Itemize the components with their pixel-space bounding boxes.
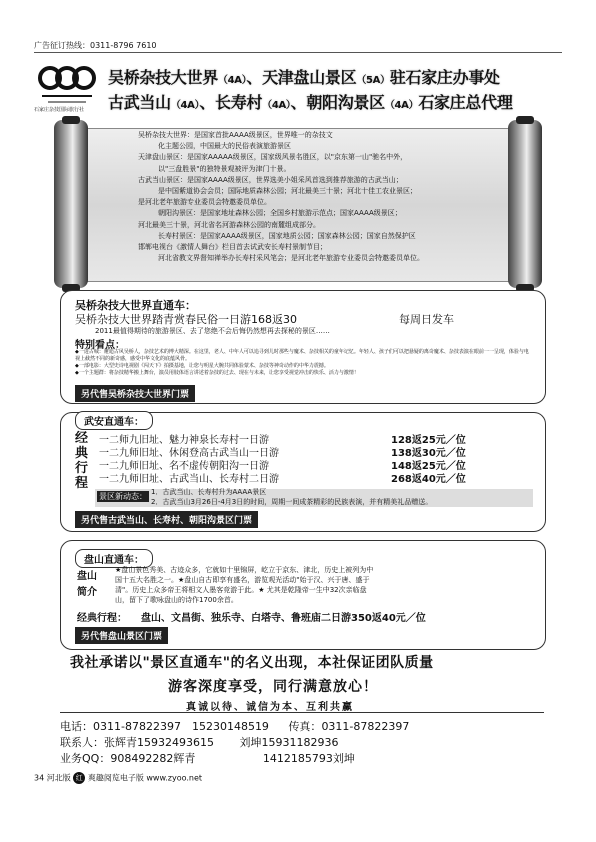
wuan-title: 武安直通车： (75, 411, 153, 430)
side-label-char: 程 (75, 476, 89, 491)
footer-text: 爽趣阅览电子版 www.zyoo.net (87, 773, 203, 783)
route-name: 一二师九旧址、魅力神泉长寿村一日游 (99, 435, 269, 446)
route-price: 148返25元／位 (391, 461, 466, 472)
header-segment: 古武当山 (108, 93, 171, 112)
wuqiao-schedule: 每周日发车 (399, 313, 454, 326)
fax-label: 传真： (288, 720, 322, 733)
wuan-routes (99, 431, 509, 483)
ad-hotline: 广告征订热线：0311-8796 7610 (34, 41, 157, 50)
side-label-char: 经 (75, 431, 89, 446)
route-name: 一二九师旧址、休闲登高古武当山一日游 (99, 448, 279, 459)
panshan-ticket-bar: 另代售盘山景区门票 (75, 627, 168, 644)
news-item: 2．古武当山3月26日-4月3日的时间，周期一间成茶精彩的民族表演，并有精美礼品赠送。 (151, 498, 433, 506)
header-segment: 吴桥杂技大世界 (108, 68, 218, 87)
contact-person-row (60, 734, 338, 750)
wuqiao-route: 吴桥杂技大世界踏青赏春民俗一日游168返30 (75, 313, 297, 326)
scroll-line: 朝阳沟景区：是国家地址森林公园；全国乡村旅游示范点；国家AAAA级景区； (158, 209, 402, 218)
wuan-section (60, 412, 546, 532)
intro-scroll (54, 120, 542, 288)
scroll-line: 长寿村景区：是国家AAAA级景区，国家地质公园；国家森林公园；国家自然保护区 (158, 231, 416, 240)
route-row (99, 457, 509, 470)
footer-page: 34 河北版 (34, 773, 71, 783)
intro-line: ★盘山景色秀美、古迹众多，它就如十里锦屏，屹立于京东、津北，历史上被列为中 (115, 566, 374, 574)
wuqiao-highlights (75, 349, 533, 377)
wuqiao-title: 吴桥杂技大世界直通车： (75, 299, 196, 312)
header-segment: （5A） (356, 75, 390, 86)
side-label-char: 行 (75, 461, 89, 476)
news-item: 1．古武当山、长寿村升为AAAA景区 (151, 488, 267, 496)
intro-line: 清"。历史上众多帝王将相文人墨客竞游于此。★ 尤其是乾隆帝一生中32次亲临盘 (115, 586, 367, 594)
route-name: 一二九师旧址、古武当山、长寿村二日游 (99, 474, 279, 485)
route-price: 138返30元／位 (391, 448, 466, 459)
motto: 真诚以待、诚信为本、互利共赢 (186, 702, 354, 713)
intro-line: 山，留下了歌咏盘山的诗作1700余首。 (115, 596, 238, 604)
highlight-bullet: ◆一部电影：大型史诗电视剧《闯天下》拍摄基地，让您与明星大腕共同体验蒙术、杂技等神奇动作的中华力震撼。 (75, 363, 329, 369)
header-line-1 (108, 65, 500, 88)
scroll-roll-left (54, 120, 88, 288)
scroll-line: 古武当山景区：是国家AAAA级景区，世界选美小姐采风首选到推荐旅游的古武当山； (138, 175, 403, 184)
qq-label: 业务QQ： (60, 752, 111, 765)
panshan-intro-label (77, 569, 97, 601)
scroll-line: 邯郸电视台《激情人舞台》栏目首去试武安长寿村景制节目； (138, 243, 327, 252)
panshan-route-label: 经典行程： (77, 613, 127, 624)
logo-caption: 石家庄杂技国际旅行社 (34, 107, 85, 113)
scroll-roll-right (508, 120, 542, 288)
contact-qq-row (60, 750, 355, 766)
intro-label-line: 简介 (77, 587, 97, 598)
scroll-line: 化主题公园，中国最大的民俗表演旅游景区 (158, 142, 291, 151)
promise-line-1: 我社承诺以"景区直通车"的名义出现，本社保证团队质量 (70, 655, 434, 671)
header-segment: 驻石家庄办事处 (389, 68, 500, 87)
panshan-intro (115, 565, 373, 605)
route-price: 268返40元／位 (391, 474, 466, 485)
contact-phone-row (60, 718, 409, 734)
intro-line: 国十五大名胜之一。★盘山自古即享有盛名，游览观光活动"始于汉、兴于唐、盛于 (115, 576, 370, 584)
panshan-route: 盘山、文昌街、独乐寺、白塔寺、鲁班庙二日游350返40元／位 (141, 613, 426, 624)
route-row (99, 431, 509, 444)
scroll-line: 以"三盘胜景"的独特景观被评为津门十景。 (158, 164, 291, 173)
wuqiao-slogan: 2011最值得期待的旅游景区、去了您绝不会后悔仍然想再去探秘的景区…… (95, 327, 330, 335)
scroll-line: 吴桥杂技大世界：是国家首批AAAA级景区，世界唯一的杂技文 (138, 131, 333, 139)
panshan-title: 盘山直通车： (75, 549, 153, 568)
route-name: 一二九师旧址、名不虚传朝阳沟一日游 (99, 461, 269, 472)
scroll-text (98, 130, 498, 264)
wuan-side-label (75, 431, 89, 491)
contact-person-2: 刘坤15931182936 (239, 736, 339, 749)
top-divider (34, 52, 562, 53)
route-row (99, 470, 509, 483)
side-label-char: 典 (75, 446, 89, 461)
agency-logo (36, 62, 98, 108)
wuqiao-ticket-bar: 另代售吴桥杂技大世界门票 (75, 385, 195, 402)
header-line-2 (108, 90, 513, 113)
qq-2: 1412185793刘坤 (262, 752, 355, 765)
header-segment: 、天津盘山景区 (246, 68, 357, 87)
highlight-bullet: ◆一进古城：邂逅古风吴桥人，杂技艺术的博大精深。在这里，老人、中年人可以追寻到儿时那些与魔术、杂技相关的童年记忆。年轻人、孩子们可以把悬疑的离奇魔术、杂技表演在眼前一一呈现，体验与电视上截然不同的新奇感，感受中华文化的底蕴风骨。 (75, 349, 529, 362)
wuqiao-section (60, 290, 546, 404)
wuan-news-label: 景区新动态： (99, 492, 147, 501)
fax-value: 0311-87822397 (321, 720, 410, 733)
phone-value: 0311-87822397 15230148519 (93, 720, 269, 733)
header-segment: （4A） (262, 100, 291, 111)
header-segment: （4A） (170, 100, 200, 111)
page-footer (34, 772, 202, 784)
scroll-line: 河北省教文界督知禅举办长寿村采风笔会；是河北老年旅游专业委员会特邀委员单位。 (158, 254, 424, 263)
qq-1: 908492282辉青 (110, 752, 196, 765)
contact-label: 联系人： (60, 736, 104, 749)
scroll-line: 是中国紫道协会会员；国际地质森林公园；河北最美三十景；河北十佳工农业景区； (158, 187, 417, 196)
scroll-line: 是河北老年旅游专业委员会特邀委员单位。 (138, 198, 271, 207)
contact-person-1: 张辉青15932493615 (104, 736, 214, 749)
wuan-ticket-bar: 另代售古武当山、长寿村、朝阳沟景区门票 (75, 511, 258, 528)
route-price: 128返25元／位 (391, 435, 466, 446)
route-row (99, 444, 509, 457)
wuan-news (151, 487, 432, 507)
footer-badge: 红 (73, 772, 85, 784)
header-segment: 、朝阳沟景区 (290, 93, 385, 112)
highlight-bullet: ◆一个主题群：将杂技精华搬上舞台，演员用肢体语言讲述着杂技的过去、现在与未来，让您享受视觉冲击的快乐、活力与激情！ (75, 370, 359, 376)
header-segment: （4A） (217, 75, 247, 86)
header-segment: （4A） (384, 100, 419, 111)
intro-label-line: 盘山 (77, 571, 97, 582)
panshan-section (60, 540, 546, 650)
header-segment: 、长寿村 (199, 93, 263, 112)
contact-divider (60, 712, 544, 713)
wuqiao-highlights-label: 特别看点： (75, 340, 125, 351)
phone-label: 电话： (60, 720, 93, 733)
promise-line-2: 游客深度享受，同行满意放心！ (168, 679, 378, 695)
header-segment: 石家庄总代理 (418, 93, 513, 112)
scroll-line: 河北最美三十景，河北省名河游森林公园的南麓组成部分。 (138, 220, 320, 229)
scroll-line: 天津盘山景区：是国家AAAAA级景区，国家级风景名胜区，以"京东第一山"驰名中外， (138, 153, 408, 162)
